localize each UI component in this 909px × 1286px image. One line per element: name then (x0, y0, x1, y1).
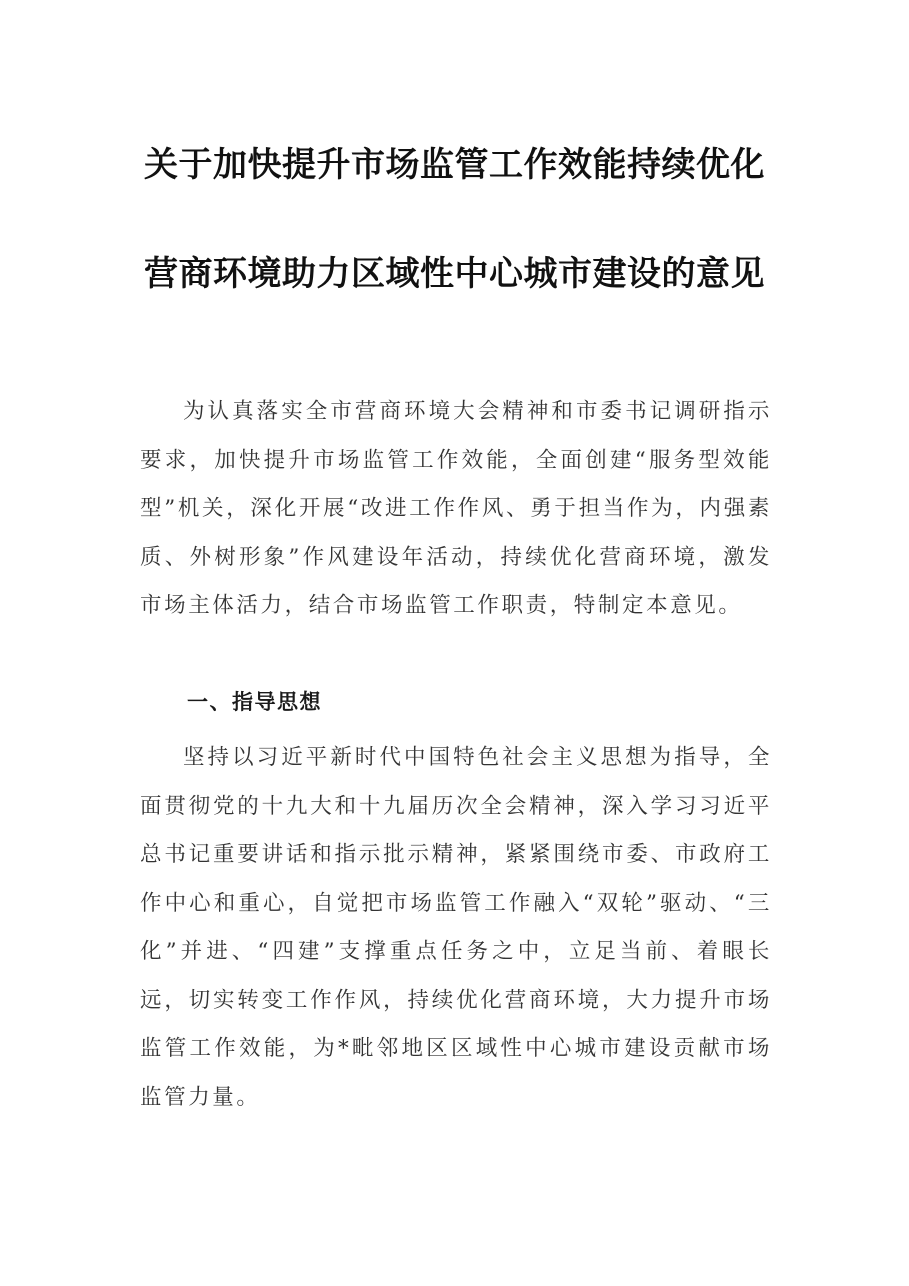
section-1-paragraph: 坚持以习近平新时代中国特色社会主义思想为指导，全面贯彻党的十九大和十九届历次全会精神，深入学习习近平总书记重要讲话和指示批示精神，紧紧围绕市委、市政府工作中心和重心，自觉把市场监管工作融入“双轮”驱动、“三化”并进、“四建”支撑重点任务之中，立足当前、着眼长远，切实转变工作作风，持续优化营商环境，大力提升市场监管工作效能，为*毗邻地区区域性中心城市建设贡献市场监管力量。 (140, 745, 772, 1110)
intro-paragraph: 为认真落实全市营商环境大会精神和市委书记调研指示要求，加快提升市场监管工作效能，全面创建“服务型效能型”机关，深化开展“改进工作作风、勇于担当作为，内强素质、外树形象”作风建设年活动，持续优化营商环境，激发市场主体活力，结合市场监管工作职责，特制定本意见。 (140, 399, 772, 618)
document-title-line-1: 关于加快提升市场监管工作效能持续优化 (144, 145, 765, 185)
document-title-line-2: 营商环境助力区域性中心城市建设的意见 (144, 254, 765, 294)
section-heading-guiding-ideology: 一、指导思想 (187, 690, 322, 714)
